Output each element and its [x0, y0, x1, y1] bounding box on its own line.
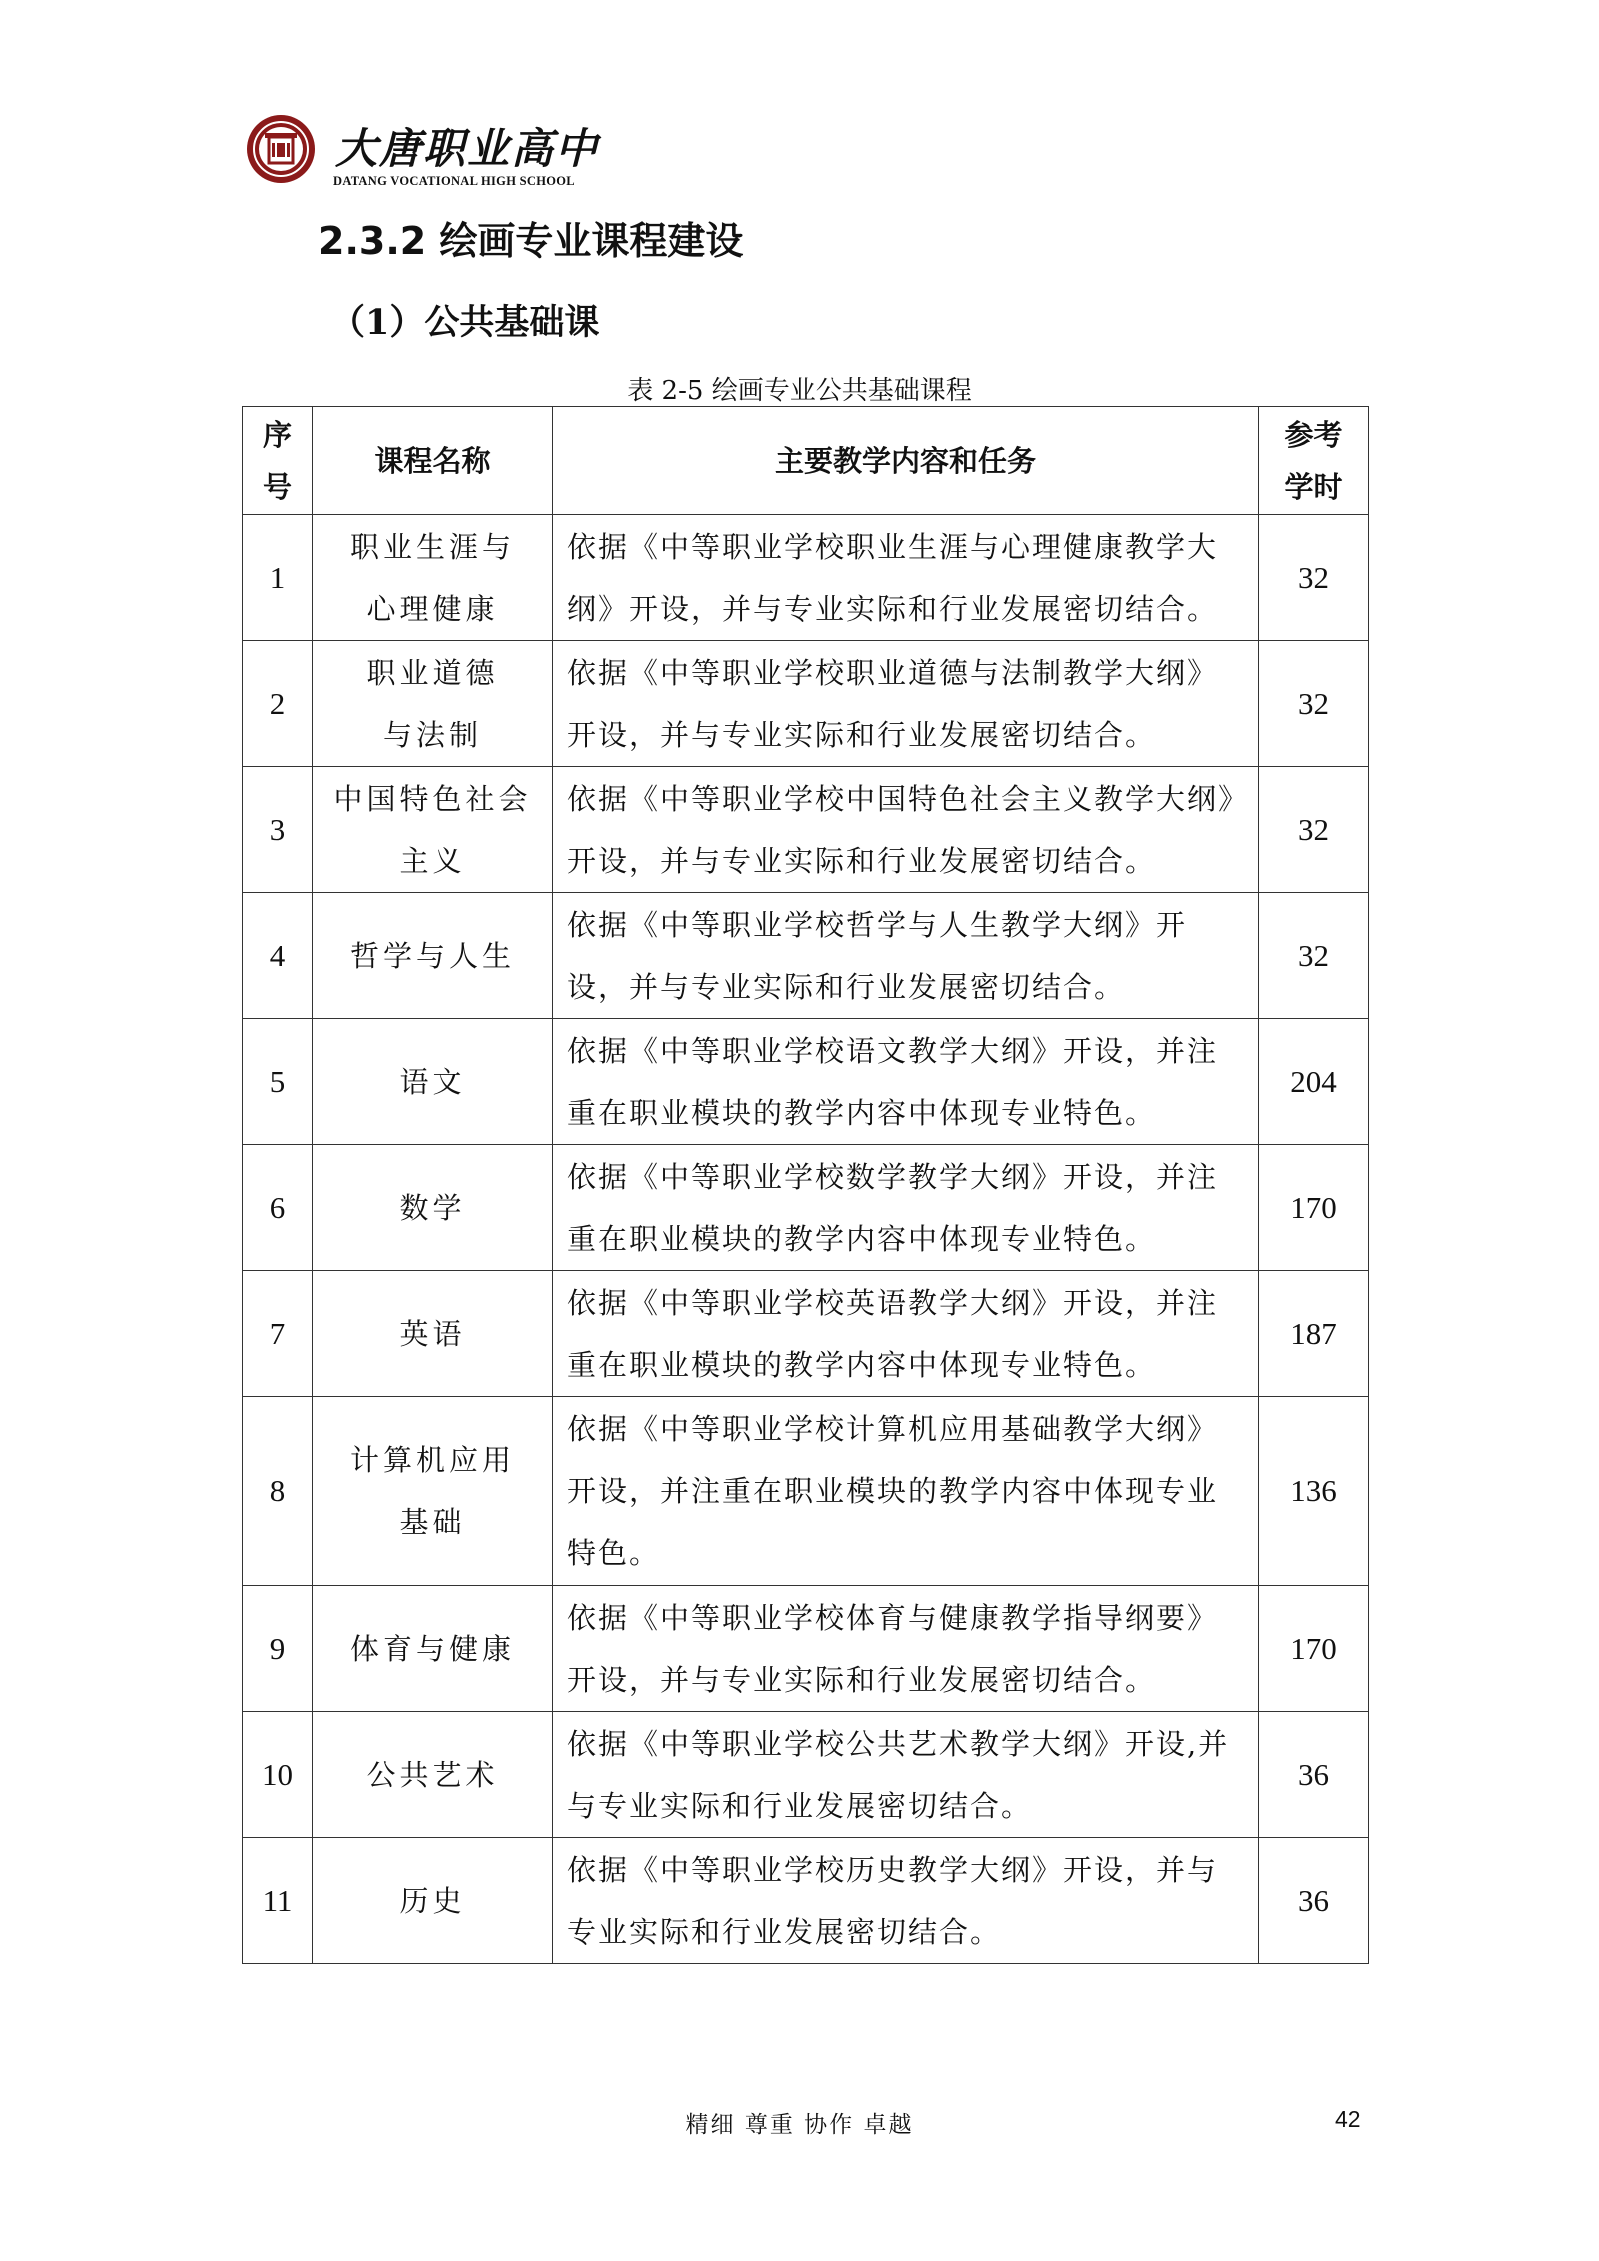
- row-num: 2: [243, 641, 313, 767]
- row-content: 依据《中等职业学校哲学与人生教学大纲》开设，并与专业实际和行业发展密切结合。: [553, 893, 1259, 1019]
- row-hours: 170: [1259, 1586, 1369, 1712]
- row-course-name: 英语: [313, 1271, 553, 1397]
- row-hours: 36: [1259, 1712, 1369, 1838]
- row-num: 9: [243, 1586, 313, 1712]
- table-row: [243, 1838, 1369, 1964]
- table-caption: 表 2-5 绘画专业公共基础课程: [627, 376, 972, 406]
- row-course-name: 体育与健康: [313, 1586, 553, 1712]
- row-hours: 187: [1259, 1271, 1369, 1397]
- header-hours: 参考学时: [1259, 407, 1369, 515]
- row-content: 依据《中等职业学校职业道德与法制教学大纲》开设，并与专业实际和行业发展密切结合。: [553, 641, 1259, 767]
- page-header: [245, 108, 645, 188]
- table-row: [243, 1145, 1369, 1271]
- row-course-name: 职业生涯与心理健康: [313, 515, 553, 641]
- row-hours: 32: [1259, 893, 1369, 1019]
- row-course-name: 公共艺术: [313, 1712, 553, 1838]
- footer-motto: 精细 尊重 协作 卓越: [685, 2112, 914, 2138]
- row-hours: 170: [1259, 1145, 1369, 1271]
- section-title: 2.3.2 绘画专业课程建设: [318, 219, 744, 263]
- table-row: [243, 515, 1369, 641]
- header-content: 主要教学内容和任务: [553, 407, 1259, 515]
- row-num: 3: [243, 767, 313, 893]
- row-content: 依据《中等职业学校体育与健康教学指导纲要》开设，并与专业实际和行业发展密切结合。: [553, 1586, 1259, 1712]
- row-num: 4: [243, 893, 313, 1019]
- row-course-name: 哲学与人生: [313, 893, 553, 1019]
- row-content: 依据《中等职业学校英语教学大纲》开设，并注重在职业模块的教学内容中体现专业特色。: [553, 1271, 1259, 1397]
- row-course-name: 数学: [313, 1145, 553, 1271]
- row-hours: 36: [1259, 1838, 1369, 1964]
- row-content: 依据《中等职业学校历史教学大纲》开设，并与专业实际和行业发展密切结合。: [553, 1838, 1259, 1964]
- table-row: [243, 1397, 1369, 1586]
- row-num: 8: [243, 1397, 313, 1586]
- school-name-cn: 大唐职业高中: [335, 124, 600, 173]
- row-course-name: 历史: [313, 1838, 553, 1964]
- row-num: 1: [243, 515, 313, 641]
- row-num: 5: [243, 1019, 313, 1145]
- table-row: [243, 641, 1369, 767]
- row-num: 6: [243, 1145, 313, 1271]
- sub-title: （1）公共基础课: [330, 302, 600, 343]
- table-header-row: [243, 407, 1369, 515]
- school-logo-icon: [245, 113, 317, 185]
- row-content: 依据《中等职业学校中国特色社会主义教学大纲》开设，并与专业实际和行业发展密切结合。: [553, 767, 1259, 893]
- header-num: 序号: [243, 407, 313, 515]
- course-table: [242, 406, 1369, 1964]
- row-course-name: 语文: [313, 1019, 553, 1145]
- row-num: 10: [243, 1712, 313, 1838]
- header-name: 课程名称: [313, 407, 553, 515]
- row-hours: 136: [1259, 1397, 1369, 1586]
- table-row: [243, 1019, 1369, 1145]
- row-content: 依据《中等职业学校公共艺术教学大纲》开设,并与专业实际和行业发展密切结合。: [553, 1712, 1259, 1838]
- row-content: 依据《中等职业学校数学教学大纲》开设，并注重在职业模块的教学内容中体现专业特色。: [553, 1145, 1259, 1271]
- table-row: [243, 1712, 1369, 1838]
- school-name-en: DATANG VOCATIONAL HIGH SCHOOL: [333, 174, 575, 188]
- row-content: 依据《中等职业学校计算机应用基础教学大纲》开设，并注重在职业模块的教学内容中体现专业特色。: [553, 1397, 1259, 1586]
- row-num: 7: [243, 1271, 313, 1397]
- page-number: 42: [1335, 2106, 1361, 2132]
- table-row: [243, 1271, 1369, 1397]
- row-content: 依据《中等职业学校语文教学大纲》开设，并注重在职业模块的教学内容中体现专业特色。: [553, 1019, 1259, 1145]
- row-hours: 32: [1259, 641, 1369, 767]
- row-hours: 32: [1259, 515, 1369, 641]
- table-row: [243, 1586, 1369, 1712]
- table-row: [243, 767, 1369, 893]
- table-row: [243, 893, 1369, 1019]
- row-course-name: 职业道德与法制: [313, 641, 553, 767]
- row-hours: 204: [1259, 1019, 1369, 1145]
- row-course-name: 计算机应用基础: [313, 1397, 553, 1586]
- row-course-name: 中国特色社会主义: [313, 767, 553, 893]
- row-num: 11: [243, 1838, 313, 1964]
- row-hours: 32: [1259, 767, 1369, 893]
- row-content: 依据《中等职业学校职业生涯与心理健康教学大纲》开设，并与专业实际和行业发展密切结合。: [553, 515, 1259, 641]
